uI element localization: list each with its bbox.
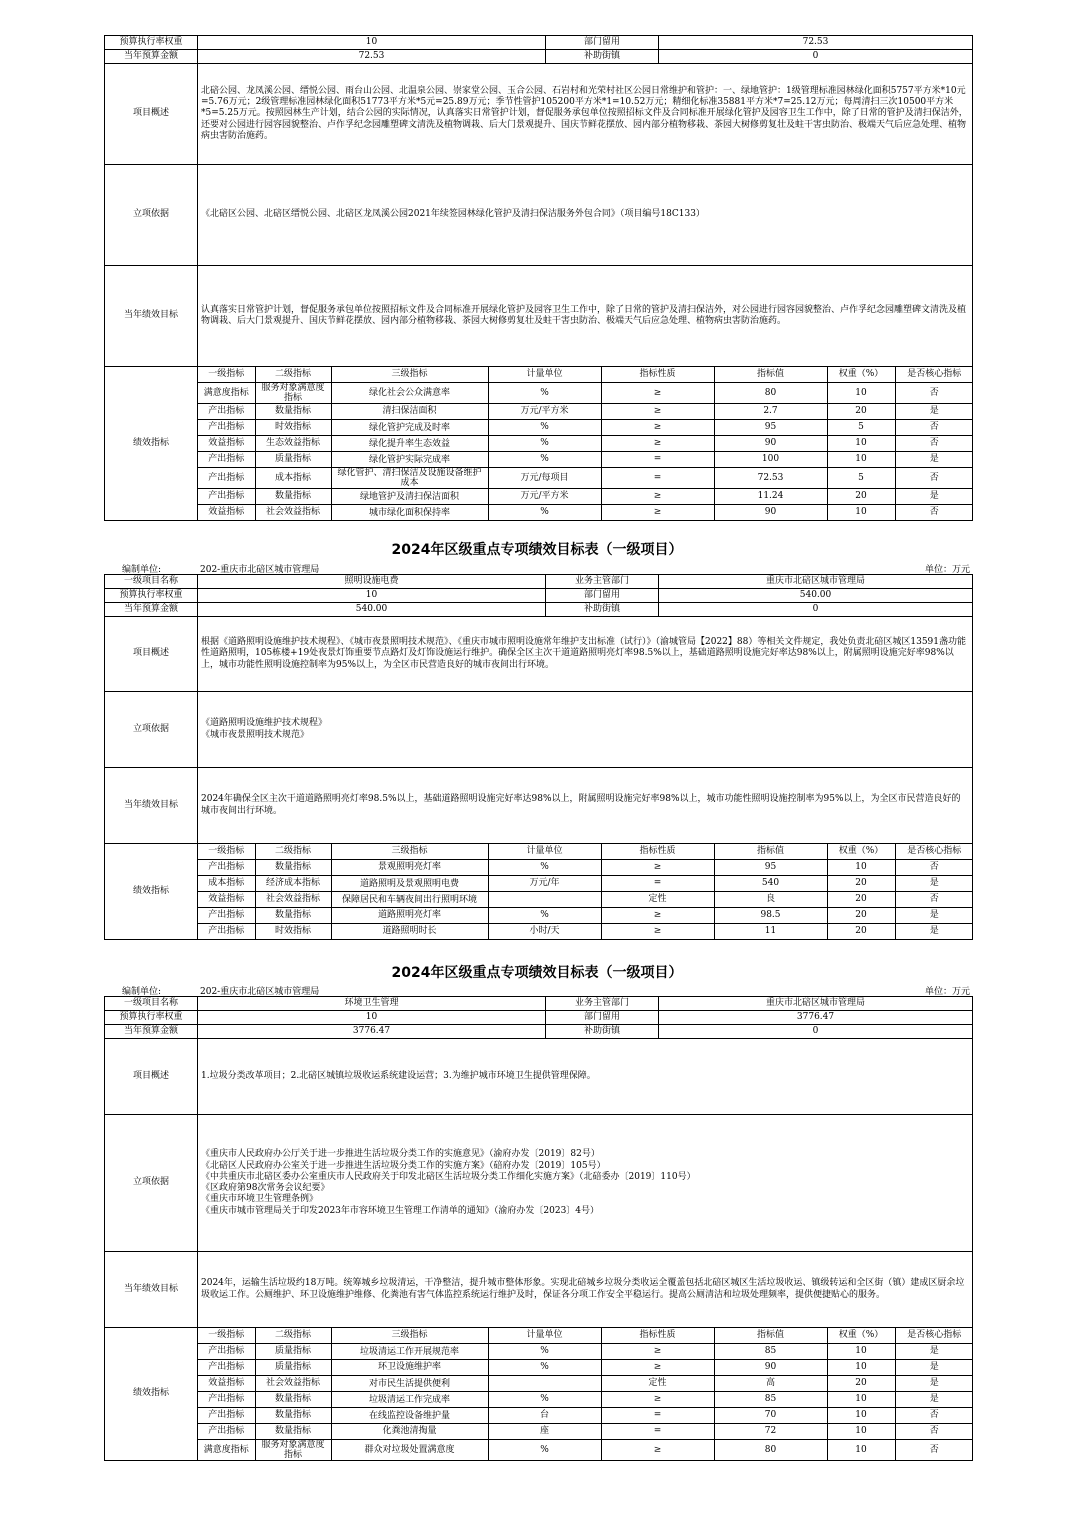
metrics-row (198, 1376, 973, 1392)
label-budget: 当年预算金额 (105, 1025, 198, 1039)
cell-nature: 定性 (601, 892, 714, 908)
cell-unit: % (488, 1440, 601, 1461)
label-exec-weight: 预算执行率权重 (105, 589, 198, 603)
cell-core: 否 (895, 468, 973, 489)
cell-level1: 效益指标 (198, 505, 255, 521)
cell-core: 否 (895, 892, 973, 908)
cell-level1: 产出指标 (198, 452, 255, 468)
cell-level1: 产出指标 (198, 908, 255, 924)
header-core: 是否核心指标 (895, 367, 973, 383)
metrics-header-row (198, 844, 973, 860)
cell-weight: 20 (827, 924, 895, 940)
metrics-row (198, 908, 973, 924)
label-indicators: 绩效指标 (105, 367, 198, 521)
cell-unit (488, 1376, 601, 1392)
cell-level1: 效益指标 (198, 436, 255, 452)
cell-weight: 5 (827, 420, 895, 436)
cell-unit (488, 892, 601, 908)
cell-level1: 产出指标 (198, 1344, 255, 1360)
cell-unit: % (488, 1360, 601, 1376)
cell-value: 80 (714, 1440, 827, 1461)
cell-weight: 20 (827, 1376, 895, 1392)
cell-unit: 万元/平方米 (488, 489, 601, 505)
cell-weight: 10 (827, 1408, 895, 1424)
cell-nature: ≥ (601, 908, 714, 924)
cell-value: 良 (714, 892, 827, 908)
metrics-header-row (198, 1328, 973, 1344)
header-value: 指标值 (714, 844, 827, 860)
header-level3: 三级指标 (331, 1328, 488, 1344)
cell-level3: 对市民生活提供便利 (331, 1376, 488, 1392)
metrics-row (198, 1408, 973, 1424)
cell-value: 70 (714, 1408, 827, 1424)
overview-text: 根据《道路照明设施维护技术规程》、《城市夜景照明技术规范》、《重庆市城市照明设施常年维护支出标准（试行）》（渝城管局【2022】88）等相关文件规定，我处负责北碚区城区13591盏功能性道路照明，105栋楼+19处夜景灯饰重要节点路灯及灯饰设施运行维护。确保全区主次干道道路照明亮灯率98.5%以上，基础道路照明设施完好率达98%以上，附属照明设施完好率98%以上，城市功能性照明设施控制率为95%以上，为全区市民营造良好的城市夜间出行环境。 (201, 637, 966, 670)
cell-unit: 小时/天 (488, 924, 601, 940)
cell-level3: 清扫保洁面积 (331, 404, 488, 420)
metrics-row (198, 924, 973, 940)
cell-nature: ≥ (601, 489, 714, 505)
cell-level3: 环卫设施维护率 (331, 1360, 488, 1376)
cell-level2: 经济成本指标 (255, 876, 331, 892)
metrics-table (198, 844, 973, 939)
header-level1: 一级指标 (198, 367, 255, 383)
cell-level2: 数量指标 (255, 860, 331, 876)
cell-value: 高 (714, 1376, 827, 1392)
value-dept: 重庆市北碚区城市管理局 (659, 997, 973, 1011)
cell-level2: 质量指标 (255, 1360, 331, 1376)
cell-level3: 绿化社会公众满意率 (331, 383, 488, 404)
metrics-row (198, 505, 973, 521)
label-budget: 当年预算金额 (105, 603, 198, 617)
cell-level3: 绿化管护、清扫保洁及设施设备维护成本 (331, 468, 488, 489)
basis-text: 《北碚区公园、北碚区缙悦公园、北碚区龙凤溪公园2021年续签园林绿化管护及清扫保洁服务外包合同》（项目编号18C133） (201, 209, 705, 220)
metrics-table (198, 1328, 973, 1460)
cell-level2: 数量指标 (255, 1408, 331, 1424)
cell-weight: 10 (827, 1424, 895, 1440)
cell-core: 是 (895, 489, 973, 505)
label-indicators: 绩效指标 (105, 844, 198, 940)
header-value: 指标值 (714, 1328, 827, 1344)
cell-core: 是 (895, 404, 973, 420)
cell-unit: % (488, 1392, 601, 1408)
basis-text: 《重庆市人民政府办公厅关于进一步推进生活垃圾分类工作的实施意见》（渝府办发〔2019〕82号） 《北碚区人民政府办公室关于进一步推进生活垃圾分类工作的实施方案》（碚府办发〔2019〕105号） 《中共重庆市北碚区委办公室重庆市人民政府关于印发北碚区生活垃圾分类工作细化实施方案》（北碚委办〔2019〕110号） 《区政府第98次常务会议纪要》 《重庆市环境卫生管理条例》 《重庆市城市管理局关于印发2023年市容环境卫生管理工作清单的通知》（渝府办发〔2023〕4号） (201, 1149, 696, 1216)
cell-level2: 数量指标 (255, 1424, 331, 1440)
overview-text: 1.垃圾分类改革项目；2.北碚区城镇垃圾收运系统建设运营；3.为维护城市环境卫生提供管理保障。 (201, 1070, 596, 1081)
cell-level2: 社会效益指标 (255, 892, 331, 908)
header-value: 指标值 (714, 367, 827, 383)
cell-nature: ≥ (601, 404, 714, 420)
header-weight: 权重（%） (827, 844, 895, 860)
header-nature: 指标性质 (601, 367, 714, 383)
cell-core: 是 (895, 1392, 973, 1408)
cell-level2: 质量指标 (255, 1344, 331, 1360)
cell-nature: = (601, 1408, 714, 1424)
cell-unit: 万元/每项目 (488, 468, 601, 489)
cell-nature: 定性 (601, 1376, 714, 1392)
cell-nature: ≥ (601, 436, 714, 452)
header-unit: 计量单位 (488, 367, 601, 383)
cell-value: 98.5 (714, 908, 827, 924)
value-dept-retain: 3776.47 (659, 1011, 973, 1025)
table2-title: 2024年区级重点专项绩效目标表（一级项目） (391, 542, 683, 558)
cell-core: 是 (895, 452, 973, 468)
value-exec-weight: 10 (198, 1011, 546, 1025)
unit-label: 单位：万元 (924, 987, 970, 997)
cell-unit: % (488, 452, 601, 468)
cell-level2: 服务对象满意度指标 (255, 1440, 331, 1461)
cell-level1: 产出指标 (198, 489, 255, 505)
cell-core: 是 (895, 1360, 973, 1376)
label-dept-retain: 部门留用 (546, 36, 659, 50)
cell-value: 90 (714, 505, 827, 521)
cell-level3: 群众对垃圾处置满意度 (331, 1440, 488, 1461)
header-level1: 一级指标 (198, 844, 255, 860)
label-subsidy: 补助街镇 (546, 603, 659, 617)
cell-nature: = (601, 1424, 714, 1440)
label-exec-weight: 预算执行率权重 (105, 1011, 198, 1025)
header-core: 是否核心指标 (895, 1328, 973, 1344)
value-exec-weight: 10 (198, 36, 546, 50)
cell-core: 否 (929, 507, 939, 517)
header-level1: 一级指标 (198, 1328, 255, 1344)
cell-level3: 道路照明及景观照明电费 (331, 876, 488, 892)
cell-level2: 时效指标 (255, 924, 331, 940)
cell-unit: % (488, 908, 601, 924)
cell-nature: ≥ (601, 1440, 714, 1461)
goal-text: 2024年确保全区主次干道道路照明亮灯率98.5%以上，基础道路照明设施完好率达98%以上，附属照明设施完好率98%以上，城市功能性照明设施控制率为95%以上，为全区市民营造良好的城市夜间出行环境。 (201, 794, 961, 816)
cell-weight: 20 (827, 908, 895, 924)
metrics-row (198, 468, 973, 489)
label-goal: 当年绩效目标 (105, 1252, 198, 1328)
cell-value: 2.7 (714, 404, 827, 420)
cell-core: 是 (895, 1376, 973, 1392)
cell-level3: 绿化管护实际完成率 (331, 452, 488, 468)
metrics-row (198, 489, 973, 505)
metrics-row (198, 404, 973, 420)
cell-core: 否 (895, 1424, 973, 1440)
label-dept: 业务主管部门 (546, 997, 659, 1011)
metrics-header-row (198, 367, 973, 383)
cell-level3: 在线监控设备维护量 (331, 1408, 488, 1424)
cell-nature: ≥ (601, 860, 714, 876)
cell-weight: 20 (827, 876, 895, 892)
cell-level1: 产出指标 (198, 1360, 255, 1376)
cell-value: 72 (714, 1424, 827, 1440)
value-dept: 重庆市北碚区城市管理局 (659, 575, 973, 589)
label-overview: 项目概述 (105, 617, 198, 692)
cell-value: 11 (714, 924, 827, 940)
cell-level1: 成本指标 (198, 876, 255, 892)
cell-weight: 10 (827, 452, 895, 468)
header-level2: 二级指标 (255, 1328, 331, 1344)
cell-weight: 5 (827, 468, 895, 489)
cell-unit: % (488, 436, 601, 452)
cell-nature: = (601, 876, 714, 892)
value-dept-retain: 540.00 (659, 589, 973, 603)
cell-value: 85 (714, 1344, 827, 1360)
compiler-name: 202-重庆市北碚区城市管理局 (200, 987, 320, 997)
label-project-name: 一级项目名称 (105, 575, 198, 589)
cell-weight: 20 (827, 404, 895, 420)
goal-text: 2024年，运输生活垃圾约18万吨。统筹城乡垃圾清运，干净整洁，提升城市整体形象。实现北碚城乡垃圾分类收运全覆盖包括北碚区城区生活垃圾收运、镇级转运和全区街（镇）建成区厨余垃圾收运工作。公厕维护、环卫设施维护维修、化粪池有害气体监控系统运行维护及时，保证各分项工作安全平稳运行。提高公厕清洁和垃圾处理频率，提供便捷贴心的服务。 (201, 1278, 965, 1300)
table3 (104, 996, 972, 1461)
table2 (104, 574, 972, 940)
compiler-name: 202-重庆市北碚区城市管理局 (200, 565, 320, 575)
cell-value: 540 (714, 876, 827, 892)
label-project-name: 一级项目名称 (105, 997, 198, 1011)
basis-text: 《道路照明设施维护技术规程》 《城市夜景照明技术规范》 (201, 718, 328, 740)
header-level3: 三级指标 (331, 844, 488, 860)
label-indicators: 绩效指标 (105, 1328, 198, 1461)
cell-unit: % (488, 860, 601, 876)
cell-unit: % (488, 420, 601, 436)
cell-unit: 万元/年 (488, 876, 601, 892)
cell-level2: 数量指标 (255, 404, 331, 420)
cell-nature: ≥ (601, 1344, 714, 1360)
value-subsidy: 0 (659, 603, 973, 617)
header-nature: 指标性质 (601, 1328, 714, 1344)
cell-unit: % (488, 383, 601, 404)
cell-nature: ≥ (601, 1360, 714, 1376)
label-dept-retain: 部门留用 (546, 589, 659, 603)
cell-level2: 生态效益指标 (255, 436, 331, 452)
cell-unit: % (488, 1344, 601, 1360)
cell-level3: 垃圾清运工作开展规范率 (331, 1344, 488, 1360)
label-subsidy: 补助街镇 (546, 50, 659, 64)
cell-unit: 座 (488, 1424, 601, 1440)
metrics-row (198, 860, 973, 876)
cell-core: 否 (895, 860, 973, 876)
cell-level1: 产出指标 (198, 1392, 255, 1408)
cell-value: 100 (714, 452, 827, 468)
cell-core: 否 (929, 1444, 939, 1455)
cell-unit: % (488, 505, 601, 521)
cell-value: 11.24 (714, 489, 827, 505)
cell-weight: 10 (827, 1344, 895, 1360)
cell-level2: 成本指标 (255, 468, 331, 489)
cell-level3: 垃圾清运工作完成率 (331, 1392, 488, 1408)
cell-level2: 时效指标 (255, 420, 331, 436)
cell-level1: 满意度指标 (198, 1440, 255, 1461)
cell-nature: ≥ (601, 1392, 714, 1408)
label-basis: 立项依据 (105, 1115, 198, 1252)
cell-core: 是 (895, 908, 973, 924)
cell-weight: 10 (827, 383, 895, 404)
cell-level1: 满意度指标 (198, 383, 255, 404)
cell-nature: ≥ (601, 420, 714, 436)
header-weight: 权重（%） (827, 1328, 895, 1344)
cell-level1: 产出指标 (198, 1424, 255, 1440)
table3-title: 2024年区级重点专项绩效目标表（一级项目） (391, 965, 683, 981)
value-subsidy: 0 (659, 50, 973, 64)
cell-level3: 绿化管护完成及时率 (331, 420, 488, 436)
cell-nature: = (601, 452, 714, 468)
cell-core: 否 (895, 383, 973, 404)
value-budget: 3776.47 (198, 1025, 546, 1039)
cell-level2: 社会效益指标 (255, 505, 331, 521)
cell-level1: 产出指标 (198, 924, 255, 940)
value-exec-weight: 10 (198, 589, 546, 603)
cell-weight: 10 (827, 860, 895, 876)
label-goal: 当年绩效目标 (105, 266, 198, 367)
value-dept-retain: 72.53 (659, 36, 973, 50)
cell-level2: 数量指标 (255, 1392, 331, 1408)
cell-level1: 产出指标 (198, 404, 255, 420)
cell-level1: 效益指标 (198, 892, 255, 908)
label-budget: 当年预算金额 (105, 50, 198, 64)
cell-level1: 效益指标 (198, 1376, 255, 1392)
cell-level3: 绿地管护及清扫保洁面积 (331, 489, 488, 505)
value-budget: 540.00 (198, 603, 546, 617)
cell-level2: 质量指标 (255, 452, 331, 468)
cell-level2: 数量指标 (255, 489, 331, 505)
metrics-row (198, 892, 973, 908)
label-exec-weight: 预算执行率权重 (105, 36, 198, 50)
label-dept-retain: 部门留用 (546, 1011, 659, 1025)
header-level2: 二级指标 (255, 367, 331, 383)
label-basis: 立项依据 (105, 692, 198, 768)
cell-nature: = (601, 468, 714, 489)
metrics-row (198, 383, 973, 404)
cell-weight: 10 (827, 1440, 895, 1461)
overview-text: 北碚公园、龙凤溪公园、缙悦公园、雨台山公园、北温泉公园、崇家堂公园、玉合公园、石岩村和光荣村社区公园日常维护和管护：一、绿地管护：1级管理标准园林绿化面积5757平方米*10元=5.76万元；2级管理标准园林绿化面积51773平方米*5元=25.89万元；季节性管护105200平方米*1=10.52万元；精细化标准35881平方米*7=25.12万元；每周清扫三次10500平方米*5=5.25万元。按照园林生产计划，结合公园的实际情况，认真落实日常管护计划，督促服务承包单位按照招标文件及合同标准开展绿化管护及园容卫生工作中，除了日常的管护及清扫保洁外，还要对公园进行园容园貌整治、卢作孚纪念园雕塑碑文清洗及植物调栽、后大门景观提升、国庆节鲜花摆放、园内部分植物移栽、茶园大树修剪复壮及蛀干害虫防治、极端天气后应急处理、植物病虫害防治施药。 (201, 85, 968, 141)
value-budget: 72.53 (198, 50, 546, 64)
cell-level1: 产出指标 (198, 420, 255, 436)
header-nature: 指标性质 (601, 844, 714, 860)
cell-unit: 万元/平方米 (488, 404, 601, 420)
header-unit: 计量单位 (488, 844, 601, 860)
header-level2: 二级指标 (255, 844, 331, 860)
cell-weight: 10 (827, 436, 895, 452)
label-dept: 业务主管部门 (546, 575, 659, 589)
compiler-label: 编制单位: (122, 987, 162, 997)
cell-core: 否 (895, 436, 973, 452)
cell-value: 72.53 (714, 468, 827, 489)
cell-weight: 10 (827, 505, 895, 521)
unit-label: 单位：万元 (924, 565, 970, 575)
label-subsidy: 补助街镇 (546, 1025, 659, 1039)
cell-level3: 道路照明时长 (331, 924, 488, 940)
metrics-row (198, 1424, 973, 1440)
label-goal: 当年绩效目标 (105, 768, 198, 844)
cell-unit: 台 (488, 1408, 601, 1424)
cell-level3: 道路照明亮灯率 (331, 908, 488, 924)
cell-level3: 保障居民和车辆夜间出行照明环境 (331, 892, 488, 908)
metrics-row (198, 436, 973, 452)
cell-level2: 服务对象满意度指标 (255, 383, 331, 404)
cell-level3: 绿化提升率生态效益 (331, 436, 488, 452)
value-project-name: 环境卫生管理 (198, 997, 546, 1011)
cell-level1: 产出指标 (198, 1408, 255, 1424)
cell-value: 95 (714, 860, 827, 876)
cell-weight: 10 (827, 1392, 895, 1408)
cell-value: 80 (714, 383, 827, 404)
cell-level2: 数量指标 (255, 908, 331, 924)
cell-value: 90 (714, 1360, 827, 1376)
cell-core: 否 (895, 420, 973, 436)
metrics-row (198, 1440, 973, 1461)
cell-weight: 20 (827, 489, 895, 505)
value-project-name: 照明设施电费 (198, 575, 546, 589)
header-unit: 计量单位 (488, 1328, 601, 1344)
value-subsidy: 0 (659, 1025, 973, 1039)
header-level3: 三级指标 (331, 367, 488, 383)
cell-level3: 景观照明亮灯率 (331, 860, 488, 876)
cell-level3: 城市绿化面积保持率 (331, 505, 488, 521)
header-weight: 权重（%） (827, 367, 895, 383)
table1 (104, 35, 972, 521)
metrics-row (198, 452, 973, 468)
metrics-row (198, 876, 973, 892)
compiler-label: 编制单位: (122, 565, 162, 575)
cell-nature: ≥ (601, 505, 714, 521)
cell-level1: 产出指标 (198, 860, 255, 876)
cell-core: 否 (895, 1408, 973, 1424)
label-overview: 项目概述 (105, 1039, 198, 1115)
cell-level3: 化粪池清掏量 (331, 1424, 488, 1440)
cell-value: 85 (714, 1392, 827, 1408)
cell-nature: ≥ (601, 924, 714, 940)
cell-core: 是 (895, 876, 973, 892)
label-basis: 立项依据 (105, 165, 198, 266)
metrics-row (198, 1392, 973, 1408)
metrics-table (198, 367, 973, 520)
label-overview: 项目概述 (105, 64, 198, 165)
cell-core: 是 (929, 926, 939, 936)
metrics-row (198, 1344, 973, 1360)
header-core: 是否核心指标 (895, 844, 973, 860)
cell-level2: 社会效益指标 (255, 1376, 331, 1392)
cell-value: 90 (714, 436, 827, 452)
cell-nature: ≥ (601, 383, 714, 404)
goal-text: 认真落实日常管护计划，督促服务承包单位按照招标文件及合同标准开展绿化管护及园容卫生工作中，除了日常的管护及清扫保洁外，对公园进行园容园貌整治、卢作孚纪念园雕塑碑文清洗及植物调栽、后大门景观提升、国庆节鲜花摆放、园内部分植物移栽、茶园大树修剪复壮及蛀干害虫防治、极端天气后应急处理、植物病虫害防治施药。 (201, 304, 967, 326)
cell-weight: 20 (827, 892, 895, 908)
cell-level1: 产出指标 (198, 468, 255, 489)
metrics-row (198, 1360, 973, 1376)
cell-weight: 10 (827, 1360, 895, 1376)
cell-core: 是 (895, 1344, 973, 1360)
cell-value: 95 (714, 420, 827, 436)
metrics-row (198, 420, 973, 436)
